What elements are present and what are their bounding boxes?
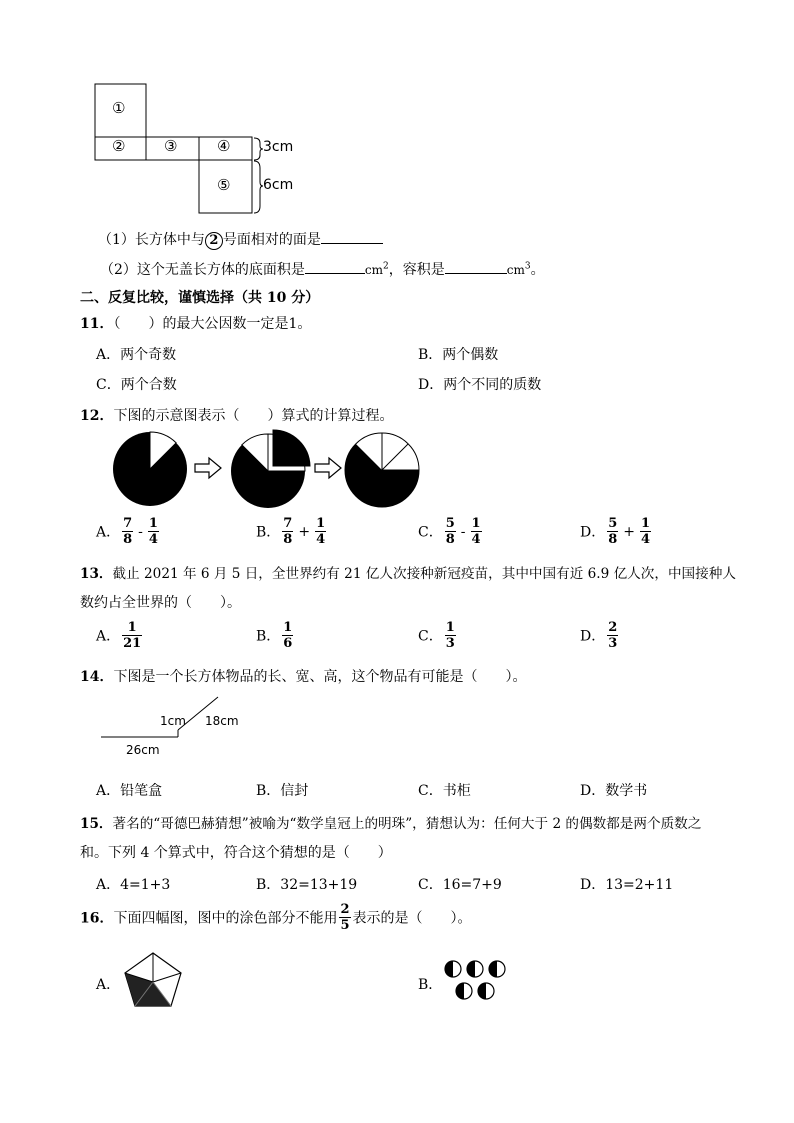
q12-a-frac1 <box>122 516 133 547</box>
q12-option-b-label: B． <box>256 524 281 541</box>
q11-option-a-text: 两个奇数 <box>120 347 177 363</box>
q10-part1-answer-blank[interactable] <box>321 229 383 244</box>
q11-text: （ ）的最大公因数一定是1。 <box>113 316 312 332</box>
q12-b-num2: 1 <box>316 516 326 531</box>
pie-2 <box>231 430 310 508</box>
net-face-2-label: ② <box>112 137 126 155</box>
q14-option-c[interactable] <box>418 780 471 800</box>
q12-a-den1: 8 <box>123 532 133 547</box>
brace-bottom <box>254 161 263 213</box>
q14-option-b-text: 信封 <box>280 783 309 799</box>
half-circle-4 <box>456 983 472 999</box>
q12-c-num1: 5 <box>445 516 455 531</box>
q13-c-num: 1 <box>445 620 455 635</box>
q13-option-b[interactable] <box>256 620 295 651</box>
q16-num: 2 <box>340 902 350 917</box>
q12-text: 下图的示意图表示（ ）算式的计算过程。 <box>113 408 394 424</box>
q13-c-frac <box>445 620 456 651</box>
q15-option-a-text: 4=1+3 <box>120 877 171 893</box>
q12-a-frac2 <box>148 516 159 547</box>
q11-option-b-label: B． <box>418 347 443 363</box>
q12-c-num2: 1 <box>471 516 481 531</box>
q15-option-d[interactable] <box>580 874 673 894</box>
q16-option-b-label: B． <box>418 977 443 993</box>
q11-option-d[interactable] <box>418 374 541 394</box>
q11-option-a[interactable] <box>96 344 176 364</box>
q13-stem-line1 <box>80 562 736 582</box>
q12-a-num2: 1 <box>148 516 158 531</box>
arrow-icon-2 <box>315 458 341 478</box>
q13-a-frac <box>122 620 142 651</box>
q12-c-den2: 4 <box>471 532 481 547</box>
q10-part1-prefix: （1）长方体中与 <box>98 232 205 248</box>
q15-option-b-label: B． <box>256 877 281 893</box>
q14-height-label: 1cm <box>160 714 186 728</box>
q10-circle-2 <box>205 232 223 250</box>
pie-3 <box>345 433 419 507</box>
q10-area-unit: cm <box>364 263 384 277</box>
q12-b-operator: + <box>298 523 311 540</box>
q13-a-den: 21 <box>123 636 142 651</box>
q10-area-blank[interactable] <box>305 259 365 274</box>
q13-d-den: 3 <box>608 636 618 651</box>
q13-option-c-label: C． <box>418 628 443 645</box>
q14-width-label: 18cm <box>205 714 239 728</box>
q11-option-d-label: D． <box>418 377 444 393</box>
q15-option-d-text: 13=2+11 <box>605 877 674 893</box>
q14-option-d-label: D． <box>580 783 606 799</box>
q14-option-a-label: A． <box>96 783 121 799</box>
q11-option-b-text: 两个偶数 <box>442 347 499 363</box>
q12-b-frac1 <box>282 516 293 547</box>
half-circle-1 <box>445 961 461 977</box>
q12-b-den2: 4 <box>316 532 326 547</box>
q10-circle-2-label: 2 <box>209 233 219 248</box>
q14-option-a-text: 铅笔盒 <box>120 783 163 799</box>
net-face-5-label: ⑤ <box>217 176 231 194</box>
half-circle-2 <box>467 961 483 977</box>
q15-number: 15． <box>80 816 113 832</box>
q13-option-d-label: D． <box>580 628 606 645</box>
net-face-3-label: ③ <box>164 137 178 155</box>
q15-option-c-label: C． <box>418 877 443 893</box>
pie-1 <box>113 432 187 506</box>
q15-option-d-label: D． <box>580 877 606 893</box>
q13-option-a[interactable] <box>96 620 144 651</box>
q12-b-num1: 7 <box>283 516 293 531</box>
net-dim-3cm: 3cm <box>263 139 294 155</box>
q13-line1: 截止 2021 年 6 月 5 日，全世界约有 21 亿人次接种新冠疫苗，其中中国有近 6.9 亿人次，中国接种人 <box>112 566 736 582</box>
q10-part2-text-a: （2）这个无盖长方体的底面积是 <box>100 262 305 278</box>
q11-option-c-label: C． <box>96 377 121 393</box>
q12-c-frac1 <box>445 516 456 547</box>
q15-stem-line2: 和。下列 4 个算式中，符合这个猜想的是（ ） <box>80 845 392 861</box>
q12-number: 12． <box>80 408 114 424</box>
q16-den: 5 <box>340 918 350 933</box>
q16-option-b[interactable] <box>418 974 442 994</box>
q14-option-c-label: C． <box>418 783 443 799</box>
q11-option-b[interactable] <box>418 344 498 364</box>
q12-option-d-label: D． <box>580 524 606 541</box>
half-circle-3 <box>489 961 505 977</box>
q15-line1: 著名的“哥德巴赫猜想”被喻为“数学皇冠上的明珠”，猜想认为：任何大于 2 的偶数都是两个质数之 <box>112 816 702 832</box>
q13-option-a-label: A． <box>96 628 121 645</box>
q12-d-operator: + <box>623 523 636 540</box>
q13-c-den: 3 <box>445 636 455 651</box>
q13-b-num: 1 <box>283 620 293 635</box>
q11-option-c[interactable] <box>96 374 177 394</box>
half-circle-5 <box>478 983 494 999</box>
q14-option-d-text: 数学书 <box>605 783 648 799</box>
q13-option-b-label: B． <box>256 628 281 645</box>
q15-stem-line1 <box>80 812 701 832</box>
net-face-1-label: ① <box>112 99 126 117</box>
q10-part2 <box>100 259 545 279</box>
q14-option-d[interactable] <box>580 780 647 800</box>
q13-d-num: 2 <box>608 620 618 635</box>
q15-option-b[interactable] <box>256 874 357 894</box>
q11-stem <box>80 313 311 333</box>
q12-option-a-label: A． <box>96 524 121 541</box>
q16-option-a[interactable] <box>96 974 120 994</box>
q15-option-a-label: A． <box>96 877 121 893</box>
q13-d-frac <box>607 620 618 651</box>
q14-option-b[interactable] <box>256 780 308 800</box>
q13-number: 13． <box>80 566 113 582</box>
q13-option-c[interactable] <box>418 620 458 651</box>
arrow-icon-1 <box>195 458 221 478</box>
q10-part1-suffix: 号面相对的面是 <box>222 232 321 248</box>
q10-volume-unit: cm <box>506 263 525 277</box>
q10-part1 <box>98 229 383 250</box>
q14-text: 下图是一个长方体物品的长、宽、高，这个物品有可能是（ ）。 <box>113 669 527 685</box>
q12-d-frac1 <box>607 516 618 547</box>
q10-area-exp: 2 <box>383 261 389 272</box>
q16-stem <box>80 902 472 933</box>
q12-b-den1: 8 <box>283 532 293 547</box>
q12-a-num1: 7 <box>123 516 133 531</box>
q12-a-den2: 4 <box>148 532 158 547</box>
q13-b-den: 6 <box>283 636 293 651</box>
net-face-4-label: ④ <box>217 137 231 155</box>
q12-d-num1: 5 <box>608 516 618 531</box>
q11-number: 11． <box>80 316 114 332</box>
q16-option-a-label: A． <box>96 977 121 993</box>
q16-frac <box>339 902 350 933</box>
q10-volume-exp: 3 <box>524 261 531 272</box>
q13-option-d[interactable] <box>580 620 620 651</box>
q12-stem <box>80 405 393 425</box>
q13-a-num: 1 <box>122 620 142 636</box>
q14-length-label: 26cm <box>126 743 160 757</box>
q16-half-circles-figure <box>444 958 508 1002</box>
q15-option-a[interactable] <box>96 874 170 894</box>
net-dim-6cm: 6cm <box>263 177 294 193</box>
q12-c-operator: - <box>460 523 466 540</box>
q12-option-a[interactable] <box>96 516 161 547</box>
q12-b-frac2 <box>315 516 326 547</box>
q12-option-d[interactable] <box>580 516 653 547</box>
q12-d-den2: 4 <box>641 532 651 547</box>
q15-option-b-text: 32=13+19 <box>280 877 358 893</box>
q13-b-frac <box>282 620 293 651</box>
q11-option-c-text: 两个合数 <box>120 377 177 393</box>
q12-a-operator: - <box>138 523 143 540</box>
q12-pie-diagram <box>105 428 435 513</box>
q16-text-b: 表示的是（ ）。 <box>352 910 472 927</box>
q12-option-c[interactable] <box>418 516 484 547</box>
q12-d-den1: 8 <box>608 532 618 547</box>
q14-number: 14． <box>80 669 114 685</box>
q10-part2-end: 。 <box>530 262 545 278</box>
q13-stem-line2: 数约占全世界的（ ）。 <box>80 595 241 611</box>
q10-part2-text-b: ，容积是 <box>388 262 445 278</box>
q11-option-d-text: 两个不同的质数 <box>443 377 542 393</box>
brace-top <box>254 138 263 160</box>
q14-option-b-label: B． <box>256 783 281 799</box>
q16-pentagon-figure <box>122 950 184 1010</box>
q12-d-num2: 1 <box>641 516 651 531</box>
q12-d-frac2 <box>640 516 651 547</box>
q15-option-c[interactable] <box>418 874 502 894</box>
q12-option-b[interactable] <box>256 516 328 547</box>
q14-option-a[interactable] <box>96 780 162 800</box>
q16-text-a: 下面四幅图，图中的涂色部分不能用 <box>113 910 338 927</box>
q12-c-den1: 8 <box>445 532 455 547</box>
q10-volume-blank[interactable] <box>445 259 507 274</box>
q16-number: 16． <box>80 910 114 927</box>
q14-option-c-text: 书柜 <box>442 783 471 799</box>
q11-option-a-label: A． <box>96 347 121 363</box>
q12-option-c-label: C． <box>418 524 443 541</box>
section2-title: 二、反复比较，谨慎选择（共 10 分） <box>80 290 320 306</box>
q14-stem <box>80 666 526 686</box>
q12-c-frac2 <box>471 516 482 547</box>
q15-option-c-text: 16=7+9 <box>442 877 502 893</box>
